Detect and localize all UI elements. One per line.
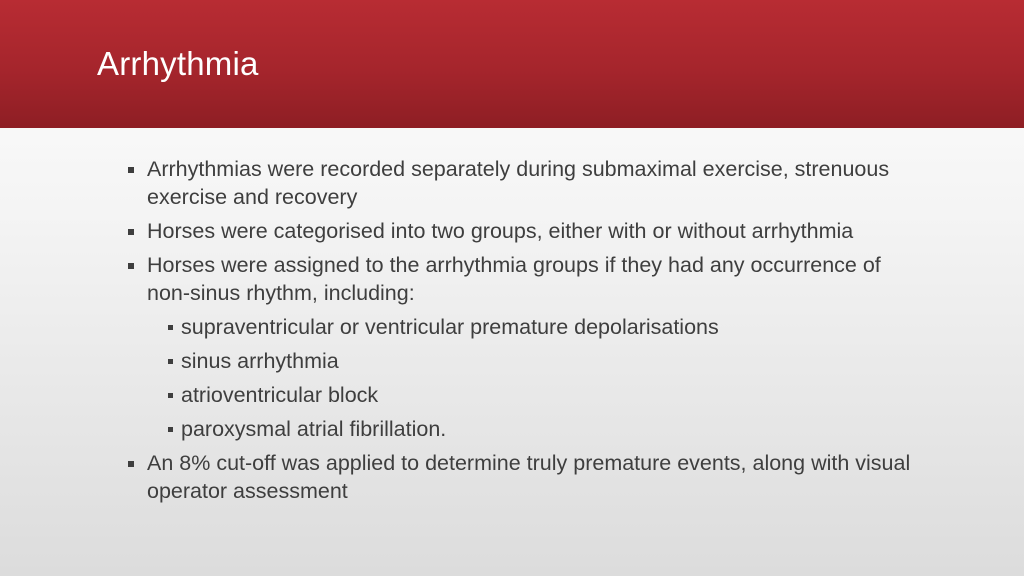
sub-bullet-text: supraventricular or ventricular premature depolarisations xyxy=(181,315,719,339)
title-bar xyxy=(0,0,1024,128)
bullet-text: An 8% cut-off was applied to determine truly premature events, along with visual operator assessment xyxy=(147,451,911,503)
sub-bullet-item xyxy=(181,313,914,341)
slide-title: Arrhythmia xyxy=(97,45,259,82)
sub-bullet-text: paroxysmal atrial fibrillation. xyxy=(181,417,447,441)
bullet-text: Horses were assigned to the arrhythmia groups if they had any occurrence of non-sinus rhythm, including: xyxy=(147,253,881,305)
square-bullet-icon xyxy=(168,325,173,330)
sub-bullet-item xyxy=(181,415,914,443)
square-bullet-icon xyxy=(128,263,134,269)
square-bullet-icon xyxy=(128,229,134,235)
sub-bullet-list xyxy=(147,313,914,443)
bullet-item xyxy=(0,251,1024,443)
sub-bullet-text: atrioventricular block xyxy=(181,383,379,407)
square-bullet-icon xyxy=(168,359,173,364)
bullet-text: Arrhythmias were recorded separately during submaximal exercise, strenuous exercise and recovery xyxy=(147,157,890,209)
square-bullet-icon xyxy=(168,393,173,398)
bullet-item xyxy=(0,155,1024,211)
bullet-item xyxy=(0,217,1024,245)
bullet-list xyxy=(0,155,1024,505)
sub-bullet-item xyxy=(181,347,914,375)
square-bullet-icon xyxy=(128,461,134,467)
square-bullet-icon xyxy=(168,427,173,432)
square-bullet-icon xyxy=(128,167,134,173)
bullet-text: Horses were categorised into two groups, either with or without arrhythmia xyxy=(147,219,854,243)
slide-body xyxy=(0,155,1024,511)
bullet-item xyxy=(0,449,1024,505)
sub-bullet-text: sinus arrhythmia xyxy=(181,349,339,373)
sub-bullet-item xyxy=(181,381,914,409)
